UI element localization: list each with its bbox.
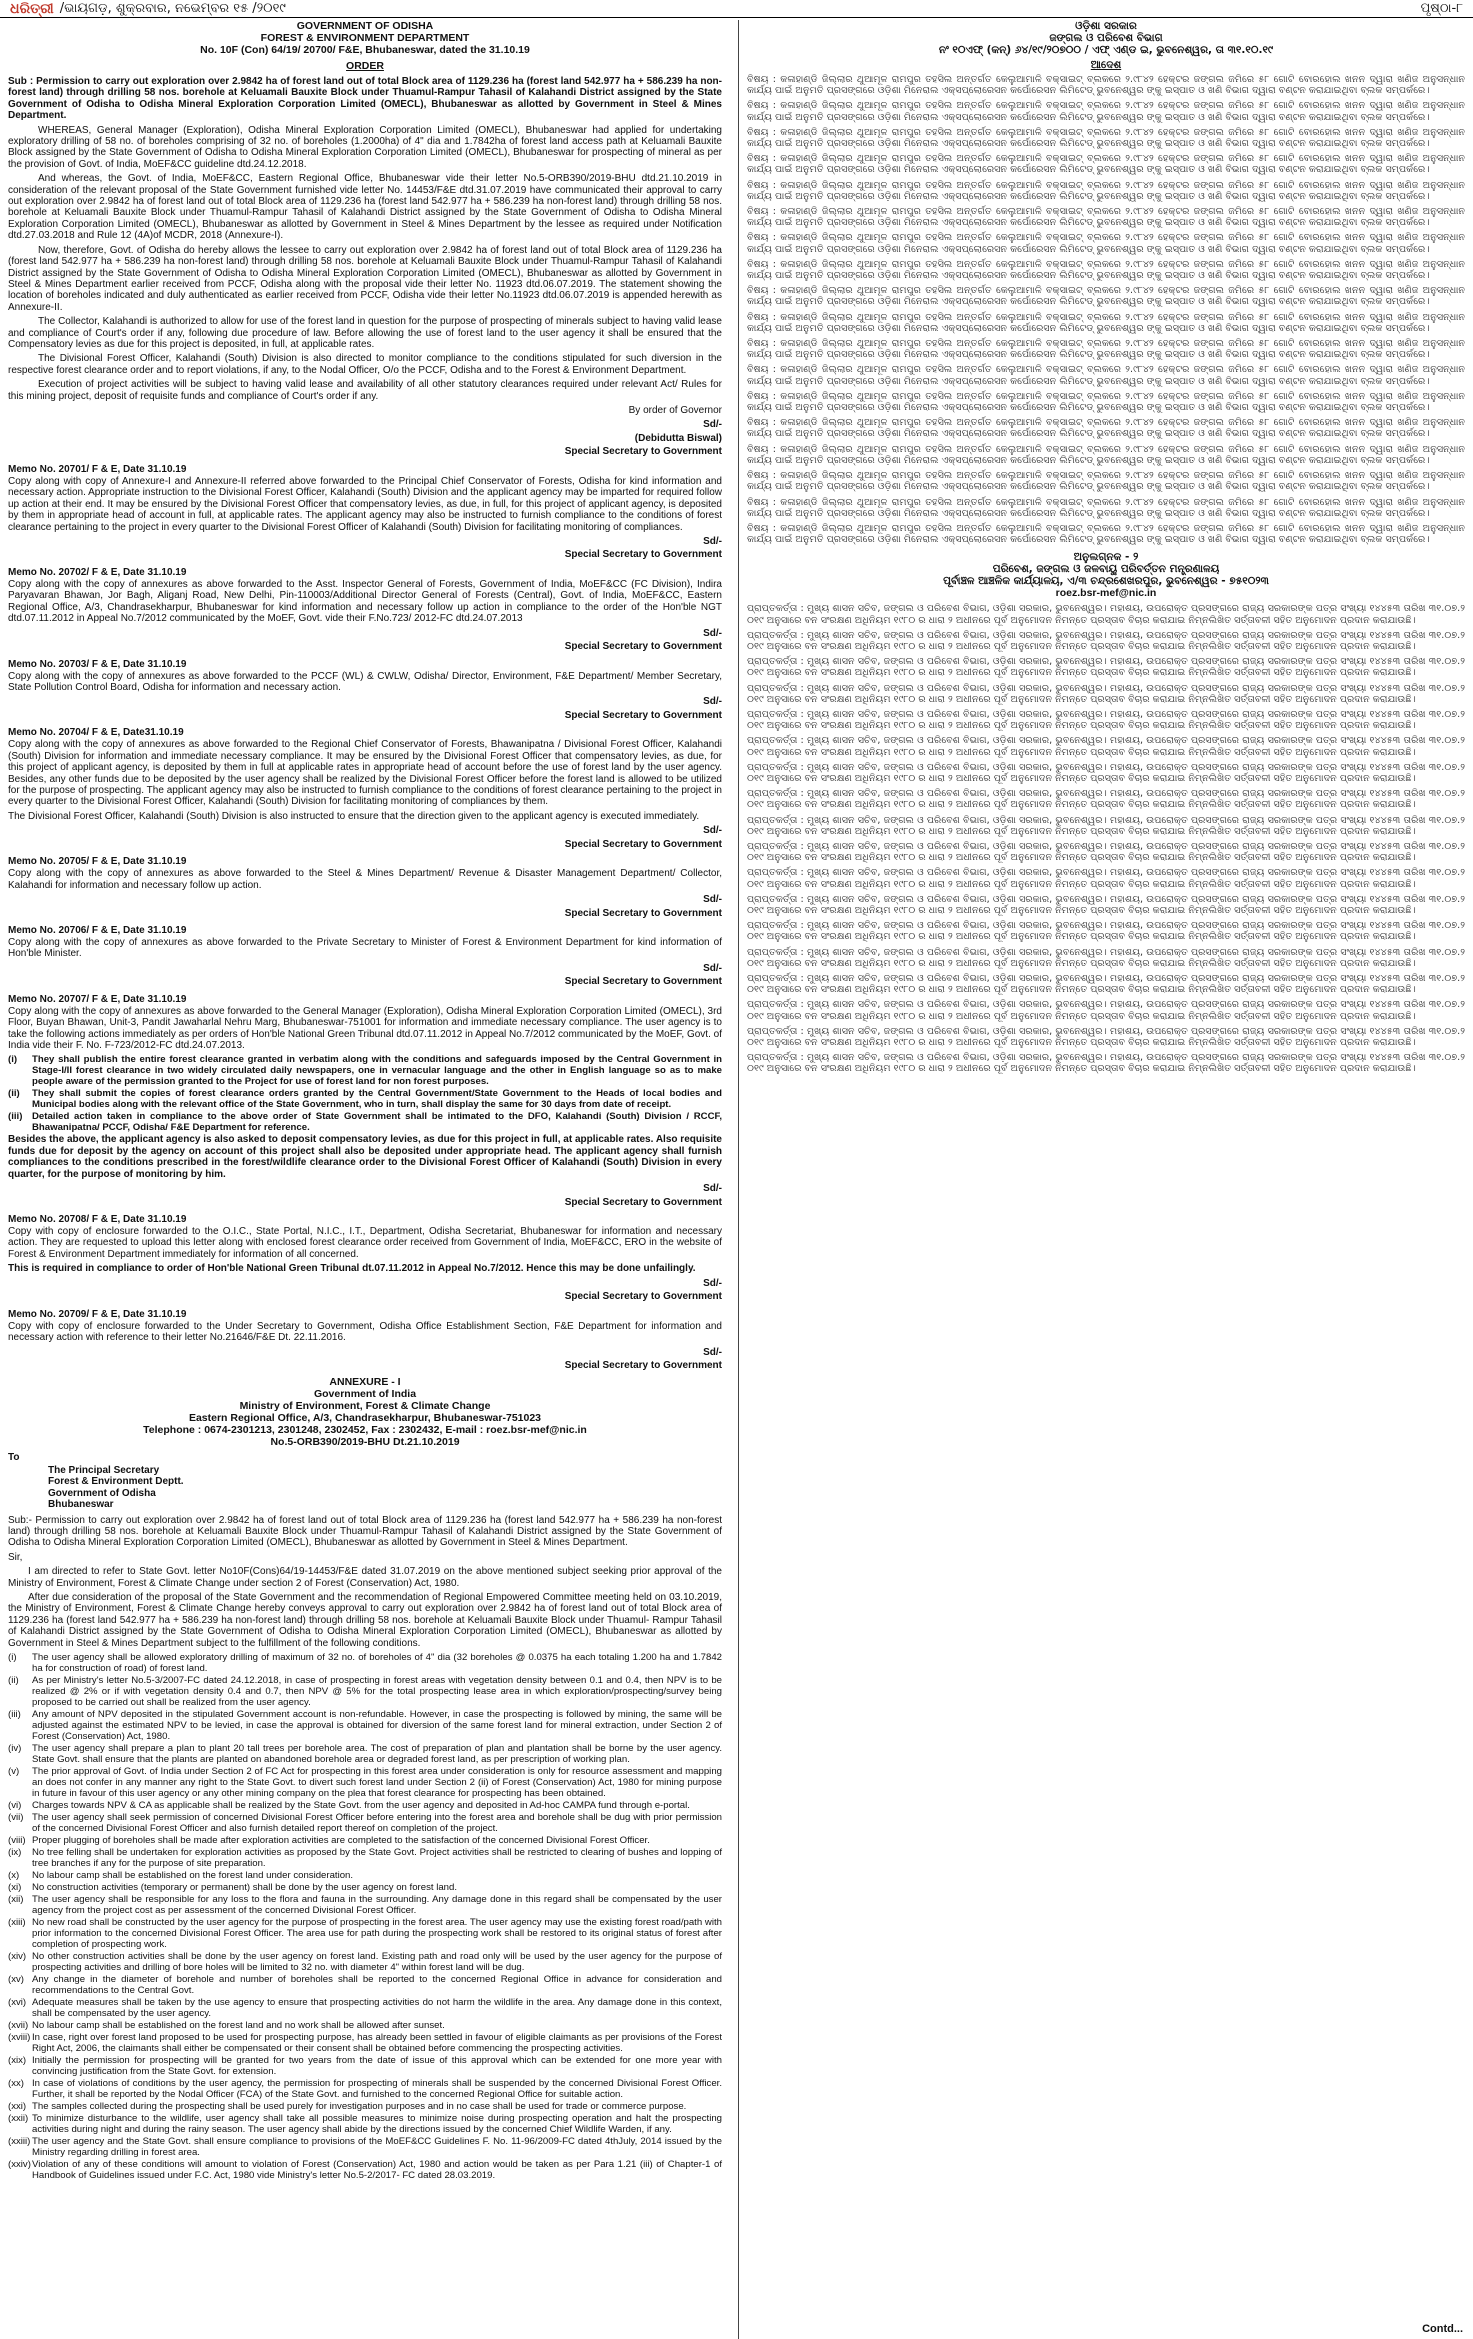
memo-5-sd: Sd/- bbox=[703, 894, 722, 905]
condition-text: No other construction activities shall be done by the user agency on forest land. Existing path and road only will be used by the user agency for the purpose of prospecting activities and drilling of bore holes will be limited to 32 no. with diameter 4" within forest land will be dug. bbox=[32, 1951, 722, 1973]
condition-item bbox=[8, 1917, 722, 1950]
memo-7-besides: Besides the above, the applicant agency is also asked to deposit compensatory levies, as due for this project in full, at applicable rates. Also requisite funds due for deposit by the agency on account of this project shall also be deposited under appropriate head. The applicant agency shall furnish compliances to the conditions prescribed in the forest/wildlife clearance order to the Divisional Forest Officer of Kalahandi (South) Division in every quarter, for the purpose of monitoring by him. bbox=[8, 1134, 722, 1180]
odia-order-ref: ନଂ ୧୦ଏଫ୍ (କନ୍) ୬୪/୧୯/୨୦୭୦୦ / ଏଫ୍ ଏଣ୍ଡ ଇ, ଭୁବନେଶ୍ୱର, ତା ୩୧.୧୦.୧୯ bbox=[938, 44, 1274, 56]
memo-4-heading: Memo No. 20704/ F & E, Date31.10.19 bbox=[8, 727, 184, 739]
odia-body-1-p15: ବିଷୟ : କଳାହାଣ୍ଡି ଜିଲ୍ଲାର ଥୁଆମୂଳ ରାମପୁର ତହସିଲ ଅନ୍ତର୍ଗତ କେଲୁଆମାଳି ବକ୍ସାଇଟ୍ ବ୍ଲକରେ ୨.୯୮୪୨ ହେକ୍ଟର ଜଙ୍ଗଲ ଜମିରେ ୫୮ ଗୋଟି ବୋରହୋଲ ଖନନ ଦ୍ୱାରା ଖଣିଜ ଅନୁସନ୍ଧାନ କାର୍ଯ୍ୟ ପାଇଁ ଅନୁମତି ପ୍ରସଙ୍ଗରେ ଓଡ଼ିଶା ମିନେରାଲ ଏକ୍ସପ୍ଲୋରେସନ କର୍ପୋରେସନ ଲିମିଟେଡ୍ ଭୁବନେଶ୍ୱର ଙ୍କୁ ଇସ୍ପାତ ଓ ଖଣି ବିଭାଗ ଦ୍ୱାରା ବଣ୍ଟନ କରାଯାଇଥିବା ବ୍ଲକ ସମ୍ପର୍କରେ। bbox=[747, 443, 1465, 466]
condition-text: No labour camp shall be established on the forest land under consideration. bbox=[32, 1870, 354, 1881]
odia-body-2-p5: ପ୍ରାପ୍ତକର୍ତ୍ତା : ମୁଖ୍ୟ ଶାସନ ସଚିବ, ଜଙ୍ଗଲ ଓ ପରିବେଶ ବିଭାଗ, ଓଡ଼ିଶା ସରକାର, ଭୁବନେଶ୍ୱର। ମହାଶୟ, ଉପରୋକ୍ତ ପ୍ରସଙ୍ଗରେ ରାଜ୍ୟ ସରକାରଙ୍କ ପତ୍ର ସଂଖ୍ୟା ୧୪୪୫୩ ତାରିଖ ୩୧.୦୭.୨୦୧୯ ଅନୁସାରେ ବନ ସଂରକ୍ଷଣ ଅଧିନିୟମ ୧୯୮୦ ର ଧାରା ୨ ଅଧୀନରେ ପୂର୍ବ ଅନୁମୋଦନ ନିମନ୍ତେ ପ୍ରସ୍ତାବ ବିଚାର କରାଯାଇ ନିମ୍ନଲିଖିତ ସର୍ତ୍ତାବଳୀ ସହିତ ଅନୁମୋଦନ ପ୍ରଦାନ କରାଯାଉଛି। bbox=[747, 708, 1465, 732]
condition-text: The prior approval of Govt. of India under Section 2 of FC Act for prospecting in this forest area under consideration is only for resource assessment and mapping an does not confer in any manner any right to the State Govt. to divert such forest land under Section 2 (ii) of Forest (Conservation) Act, 1980 for mining purpose in future in favour of this user agency or any other mining company on the plea that forest clearance for prospecting has been obtained. bbox=[32, 1766, 722, 1799]
condition-text: Any change in the diameter of borehole and number of boreholes shall be reported to the concerned Regional Office in advance for consideration and recommendations to the Central Govt. bbox=[32, 1974, 722, 1996]
memo-1-heading: Memo No. 20701/ F & E, Date 31.10.19 bbox=[8, 463, 187, 475]
memo-2-heading: Memo No. 20702/ F & E, Date 31.10.19 bbox=[8, 566, 187, 578]
condition-item bbox=[8, 1800, 722, 1811]
condition-item bbox=[8, 1847, 722, 1869]
condition-text: No labour camp shall be established on the forest land and no work shall be allowed after sunset. bbox=[32, 2020, 445, 2031]
memo-5-sig: Special Secretary to Government bbox=[564, 907, 722, 919]
condition-number: (vii) bbox=[8, 1812, 24, 1823]
memo-8-sig: Special Secretary to Government bbox=[564, 1291, 722, 1303]
odia-body-2-p8: ପ୍ରାପ୍ତକର୍ତ୍ତା : ମୁଖ୍ୟ ଶାସନ ସଚିବ, ଜଙ୍ଗଲ ଓ ପରିବେଶ ବିଭାଗ, ଓଡ଼ିଶା ସରକାର, ଭୁବନେଶ୍ୱର। ମହାଶୟ, ଉପରୋକ୍ତ ପ୍ରସଙ୍ଗରେ ରାଜ୍ୟ ସରକାରଙ୍କ ପତ୍ର ସଂଖ୍ୟା ୧୪୪୫୩ ତାରିଖ ୩୧.୦୭.୨୦୧୯ ଅନୁସାରେ ବନ ସଂରକ୍ଷଣ ଅଧିନିୟମ ୧୯୮୦ ର ଧାରା ୨ ଅଧୀନରେ ପୂର୍ବ ଅନୁମୋଦନ ନିମନ୍ତେ ପ୍ରସ୍ତାବ ବିଚାର କରାଯାଇ ନିମ୍ନଲିଖିତ ସର୍ତ୍ତାବଳୀ ସହିତ ଅନୁମୋଦନ ପ୍ରଦାନ କରାଯାଉଛି। bbox=[747, 788, 1465, 811]
order-para-3: Now, therefore, Govt. of Odisha do hereby allows the lessee to carry out exploration over 2.9842 ha of forest land out of total Block area of 1129.236 ha (forest land 542.977 ha + 586.239 ha non-forest land) through drilling 58 nos. borehole at Keluamali Bauxite Block under Thuamul-Rampur Tahasil of Kalahandi District assigned by the State Government of Odisha to Odisha Mineral Exploration Corporation Limited (OMECL), Bhubaneswar as allotted by Government in Steel & Mines Department earlier received from PCCF, Odisha along with the proposal vide their letter No. 11923 dtd.06.07.2019. The statement showing the location of boreholes indicated and duly authenticated as earlier received from PCCF, Odisha vide their letter No.11923 dtd.06.07.2019 is appended herewith as Annexure-II. bbox=[8, 244, 722, 313]
odia-body-1-p6: ବିଷୟ : କଳାହାଣ୍ଡି ଜିଲ୍ଲାର ଥୁଆମୂଳ ରାମପୁର ତହସିଲ ଅନ୍ତର୍ଗତ କେଲୁଆମାଳି ବକ୍ସାଇଟ୍ ବ୍ଲକରେ ୨.୯୮୪୨ ହେକ୍ଟର ଜଙ୍ଗଲ ଜମିରେ ୫୮ ଗୋଟି ବୋରହୋଲ ଖନନ ଦ୍ୱାରା ଖଣିଜ ଅନୁସନ୍ଧାନ କାର୍ଯ୍ୟ ପାଇଁ ଅନୁମତି ପ୍ରସଙ୍ଗରେ ଓଡ଼ିଶା ମିନେରାଲ ଏକ୍ସପ୍ଲୋରେସନ କର୍ପୋରେସନ ଲିମିଟେଡ୍ ଭୁବନେଶ୍ୱର ଙ୍କୁ ଇସ୍ପାତ ଓ ଖଣି ବିଭାଗ ଦ୍ୱାରା ବଣ୍ଟନ କରାଯାଇଥିବା ବ୍ଲକ ସମ୍ପର୍କରେ। bbox=[747, 206, 1465, 229]
odia-column bbox=[738, 20, 1465, 2339]
address-line-3: Government of Odisha bbox=[48, 1487, 156, 1499]
memo-9-sd: Sd/- bbox=[703, 1346, 722, 1358]
signature-sd: Sd/- bbox=[703, 419, 722, 431]
odia-body-2-p1: ପ୍ରାପ୍ତକର୍ତ୍ତା : ମୁଖ୍ୟ ଶାସନ ସଚିବ, ଜଙ୍ଗଲ ଓ ପରିବେଶ ବିଭାଗ, ଓଡ଼ିଶା ସରକାର, ଭୁବନେଶ୍ୱର। ମହାଶୟ, ଉପରୋକ୍ତ ପ୍ରସଙ୍ଗରେ ରାଜ୍ୟ ସରକାରଙ୍କ ପତ୍ର ସଂଖ୍ୟା ୧୪୪୫୩ ତାରିଖ ୩୧.୦୭.୨୦୧୯ ଅନୁସାରେ ବନ ସଂରକ୍ଷଣ ଅଧିନିୟମ ୧୯୮୦ ର ଧାରା ୨ ଅଧୀନରେ ପୂର୍ବ ଅନୁମୋଦନ ନିମନ୍ତେ ପ୍ରସ୍ତାବ ବିଚାର କରାଯାଇ ନିମ୍ନଲିଖିତ ସର୍ତ୍ତାବଳୀ ସହିତ ଅନୁମୋଦନ ପ୍ରଦାନ କରାଯାଉଛି। bbox=[747, 603, 1465, 626]
address-line-4: Bhubaneswar bbox=[48, 1499, 114, 1511]
condition-number: (xv) bbox=[8, 1974, 24, 1985]
memo-7-item-ii-text: They shall submit the copies of forest clearance orders granted by the Central Government/State Government to the Heads of local bodies and Municipal bodies along with the relevant office of the State Government, who in turn, shall display the same for 30 days from date of receipt. bbox=[32, 1088, 722, 1111]
odia-body-1-p7: ବିଷୟ : କଳାହାଣ୍ଡି ଜିଲ୍ଲାର ଥୁଆମୂଳ ରାମପୁର ତହସିଲ ଅନ୍ତର୍ଗତ କେଲୁଆମାଳି ବକ୍ସାଇଟ୍ ବ୍ଲକରେ ୨.୯୮୪୨ ହେକ୍ଟର ଜଙ୍ଗଲ ଜମିରେ ୫୮ ଗୋଟି ବୋରହୋଲ ଖନନ ଦ୍ୱାରା ଖଣିଜ ଅନୁସନ୍ଧାନ କାର୍ଯ୍ୟ ପାଇଁ ଅନୁମତି ପ୍ରସଙ୍ଗରେ ଓଡ଼ିଶା ମିନେରାଲ ଏକ୍ସପ୍ଲୋରେସନ କର୍ପୋରେସନ ଲିମିଟେଡ୍ ଭୁବନେଶ୍ୱର ଙ୍କୁ ଇସ୍ପାତ ଓ ଖଣି ବିଭାଗ ଦ୍ୱାରା ବଣ୍ଟନ କରାଯାଇଥିବା ବ୍ଲକ ସମ୍ପର୍କରେ। bbox=[747, 232, 1465, 255]
odia-body-2-p7: ପ୍ରାପ୍ତକର୍ତ୍ତା : ମୁଖ୍ୟ ଶାସନ ସଚିବ, ଜଙ୍ଗଲ ଓ ପରିବେଶ ବିଭାଗ, ଓଡ଼ିଶା ସରକାର, ଭୁବନେଶ୍ୱର। ମହାଶୟ, ଉପରୋକ୍ତ ପ୍ରସଙ୍ଗରେ ରାଜ୍ୟ ସରକାରଙ୍କ ପତ୍ର ସଂଖ୍ୟା ୧୪୪୫୩ ତାରିଖ ୩୧.୦୭.୨୦୧୯ ଅନୁସାରେ ବନ ସଂରକ୍ଷଣ ଅଧିନିୟମ ୧୯୮୦ ର ଧାରା ୨ ଅଧୀନରେ ପୂର୍ବ ଅନୁମୋଦନ ନିମନ୍ତେ ପ୍ରସ୍ତାବ ବିଚାର କରାଯାଇ ନିମ୍ନଲିଖିତ ସର୍ତ୍ତାବଳୀ ସହିତ ଅନୁମୋଦନ ପ୍ରଦାନ କରାଯାଉଛି। bbox=[747, 761, 1465, 784]
odia-body-1-p10: ବିଷୟ : କଳାହାଣ୍ଡି ଜିଲ୍ଲାର ଥୁଆମୂଳ ରାମପୁର ତହସିଲ ଅନ୍ତର୍ଗତ କେଲୁଆମାଳି ବକ୍ସାଇଟ୍ ବ୍ଲକରେ ୨.୯୮୪୨ ହେକ୍ଟର ଜଙ୍ଗଲ ଜମିରେ ୫୮ ଗୋଟି ବୋରହୋଲ ଖନନ ଦ୍ୱାରା ଖଣିଜ ଅନୁସନ୍ଧାନ କାର୍ଯ୍ୟ ପାଇଁ ଅନୁମତି ପ୍ରସଙ୍ଗରେ ଓଡ଼ିଶା ମିନେରାଲ ଏକ୍ସପ୍ଲୋରେସନ କର୍ପୋରେସନ ଲିମିଟେଡ୍ ଭୁବନେଶ୍ୱର ଙ୍କୁ ଇସ୍ପାତ ଓ ଖଣି ବିଭାଗ ଦ୍ୱାରା ବଣ୍ଟନ କରାଯାଇଥିବା ବ୍ଲକ ସମ୍ପର୍କରେ। bbox=[747, 311, 1465, 334]
memo-7-sig: Special Secretary to Government bbox=[564, 1196, 722, 1208]
odia-body-2-p13: ପ୍ରାପ୍ତକର୍ତ୍ତା : ମୁଖ୍ୟ ଶାସନ ସଚିବ, ଜଙ୍ଗଲ ଓ ପରିବେଶ ବିଭାଗ, ଓଡ଼ିଶା ସରକାର, ଭୁବନେଶ୍ୱର। ମହାଶୟ, ଉପରୋକ୍ତ ପ୍ରସଙ୍ଗରେ ରାଜ୍ୟ ସରକାରଙ୍କ ପତ୍ର ସଂଖ୍ୟା ୧୪୪୫୩ ତାରିଖ ୩୧.୦୭.୨୦୧୯ ଅନୁସାରେ ବନ ସଂରକ୍ଷଣ ଅଧିନିୟମ ୧୯୮୦ ର ଧାରା ୨ ଅଧୀନରେ ପୂର୍ବ ଅନୁମୋଦନ ନିମନ୍ତେ ପ୍ରସ୍ତାବ ବିଚାର କରାଯାଇ ନିମ୍ନଲିଖିତ ସର୍ତ୍ତାବଳୀ ସହିତ ଅନୁମୋଦନ ପ୍ରଦାନ କରାଯାଉଛି। bbox=[747, 920, 1465, 943]
newspaper-logo: ଧରିତ୍ରୀ bbox=[10, 0, 54, 17]
odia-body-2-p4: ପ୍ରାପ୍ତକର୍ତ୍ତା : ମୁଖ୍ୟ ଶାସନ ସଚିବ, ଜଙ୍ଗଲ ଓ ପରିବେଶ ବିଭାଗ, ଓଡ଼ିଶା ସରକାର, ଭୁବନେଶ୍ୱର। ମହାଶୟ, ଉପରୋକ୍ତ ପ୍ରସଙ୍ଗରେ ରାଜ୍ୟ ସରକାରଙ୍କ ପତ୍ର ସଂଖ୍ୟା ୧୪୪୫୩ ତାରିଖ ୩୧.୦୭.୨୦୧୯ ଅନୁସାରେ ବନ ସଂରକ୍ଷଣ ଅଧିନିୟମ ୧୯୮୦ ର ଧାରା ୨ ଅଧୀନରେ ପୂର୍ବ ଅନୁମୋଦନ ନିମନ୍ତେ ପ୍ରସ୍ତାବ ବିଚାର କରାଯାଇ ନିମ୍ନଲିଖିତ ସର୍ତ୍ତାବଳୀ ସହିତ ଅନୁମୋଦନ ପ୍ରଦାନ କରାଯାଉଛି। bbox=[747, 682, 1465, 705]
salutation: Sir, bbox=[8, 1551, 23, 1563]
memo-6-heading: Memo No. 20706/ F & E, Date 31.10.19 bbox=[8, 925, 187, 936]
memo-6-text: Copy along with the copy of annexures as above forwarded to the Private Secretary to Minister of Forest & Environment Department for kind information of Hon'ble Minister. bbox=[8, 937, 722, 960]
order-para-4: The Collector, Kalahandi is authorized to allow for use of the forest land in question for the purpose of prospecting of minerals subject to having valid lease and compliance of Court's order if any, following due procedure of law. Before allowing the use of forest land to the user agency it shall be ensured that the Compensatory levies as due for this project is deposited, in full, at applicable rates. bbox=[8, 316, 722, 350]
odia-body-2-p12: ପ୍ରାପ୍ତକର୍ତ୍ତା : ମୁଖ୍ୟ ଶାସନ ସଚିବ, ଜଙ୍ଗଲ ଓ ପରିବେଶ ବିଭାଗ, ଓଡ଼ିଶା ସରକାର, ଭୁବନେଶ୍ୱର। ମହାଶୟ, ଉପରୋକ୍ତ ପ୍ରସଙ୍ଗରେ ରାଜ୍ୟ ସରକାରଙ୍କ ପତ୍ର ସଂଖ୍ୟା ୧୪୪୫୩ ତାରିଖ ୩୧.୦୭.୨୦୧୯ ଅନୁସାରେ ବନ ସଂରକ୍ଷଣ ଅଧିନିୟମ ୧୯୮୦ ର ଧାରା ୨ ଅଧୀନରେ ପୂର୍ବ ଅନୁମୋଦନ ନିମନ୍ତେ ପ୍ରସ୍ତାବ ବିଚାର କରାଯାଇ ନିମ୍ନଲିଖିତ ସର୍ତ୍ତାବଳୀ ସହିତ ଅନୁମୋଦନ ପ୍ରଦାନ କରାଯାଉଛି। bbox=[747, 893, 1465, 916]
memo-7-item-i: (i) They shall publish the entire forest clearance granted in verbatim along with the conditions and safeguards imposed by the Central Government in Stage-I/II forest clearance in two widely circulated daily newspapers, one in vernacular language and the other in English language so as to make people aware of the permission granted to the Project for use of forest land for non forest purposes. bbox=[8, 1054, 722, 1088]
masthead bbox=[0, 0, 1473, 18]
memo-3-heading: Memo No. 20703/ F & E, Date 31.10.19 bbox=[8, 658, 187, 670]
odia-annexure-body bbox=[747, 603, 1465, 1074]
condition-text: The user agency shall seek permission of concerned Divisional Forest Officer before entering into the forest area and borehole shall be dug with prior permission of the concerned Divisional Forest Officer and also furnish detailed report thereof on completion of the project. bbox=[32, 1812, 722, 1834]
masthead-left bbox=[10, 1, 286, 17]
memo-5-text: Copy along with the copy of annexures as above forwarded to the Steel & Mines Department/ Revenue & Disaster Management Department/ Collector, Kalahandi for information and necessary follow up action. bbox=[8, 868, 722, 891]
memo-2-sig: Special Secretary to Government bbox=[564, 641, 722, 653]
odia-body-2-p11: ପ୍ରାପ୍ତକର୍ତ୍ତା : ମୁଖ୍ୟ ଶାସନ ସଚିବ, ଜଙ୍ଗଲ ଓ ପରିବେଶ ବିଭାଗ, ଓଡ଼ିଶା ସରକାର, ଭୁବନେଶ୍ୱର। ମହାଶୟ, ଉପରୋକ୍ତ ପ୍ରସଙ୍ଗରେ ରାଜ୍ୟ ସରକାରଙ୍କ ପତ୍ର ସଂଖ୍ୟା ୧୪୪୫୩ ତାରିଖ ୩୧.୦୭.୨୦୧୯ ଅନୁସାରେ ବନ ସଂରକ୍ଷଣ ଅଧିନିୟମ ୧୯୮୦ ର ଧାରା ୨ ଅଧୀନରେ ପୂର୍ବ ଅନୁମୋଦନ ନିମନ୍ତେ ପ୍ରସ୍ତାବ ବିଚାର କରାଯାଇ ନିମ୍ନଲିଖିତ ସର୍ତ୍ତାବଳୀ ସହିତ ଅନୁମୋଦନ ପ୍ରଦାନ କରାଯାଉଛି। bbox=[747, 867, 1465, 890]
condition-number: (xxi) bbox=[8, 2101, 27, 2112]
order-title: ORDER bbox=[346, 60, 384, 72]
condition-text: Violation of any of these conditions will amount to violation of Forest (Conservation) Act, 1980 and action would be taken as per Para 1.21 (iii) of Chapter-1 of Handbook of Guidelines issued under F.C. Act, 1980 vide Ministry's letter No.5-2/2017- FC dated 28.03.2019. bbox=[32, 2159, 722, 2181]
annexure-number: No.5-ORB390/2019-BHU Dt.21.10.2019 bbox=[270, 1435, 460, 1448]
condition-number: (xvii) bbox=[8, 2020, 29, 2031]
by-order: By order of Governor bbox=[628, 404, 722, 416]
memo-8-sd: Sd/- bbox=[703, 1277, 722, 1289]
odia-body-2-p10: ପ୍ରାପ୍ତକର୍ତ୍ତା : ମୁଖ୍ୟ ଶାସନ ସଚିବ, ଜଙ୍ଗଲ ଓ ପରିବେଶ ବିଭାଗ, ଓଡ଼ିଶା ସରକାର, ଭୁବନେଶ୍ୱର। ମହାଶୟ, ଉପରୋକ୍ତ ପ୍ରସଙ୍ଗରେ ରାଜ୍ୟ ସରକାରଙ୍କ ପତ୍ର ସଂଖ୍ୟା ୧୪୪୫୩ ତାରିଖ ୩୧.୦୭.୨୦୧୯ ଅନୁସାରେ ବନ ସଂରକ୍ଷଣ ଅଧିନିୟମ ୧୯୮୦ ର ଧାରା ୨ ଅଧୀନରେ ପୂର୍ବ ଅନୁମୋଦନ ନିମନ୍ତେ ପ୍ରସ୍ତାବ ବିଚାର କରାଯାଇ ନିମ୍ନଲିଖିତ ସର୍ତ୍ତାବଳୀ ସହିତ ଅନୁମୋଦନ ପ୍ରଦାନ କରାଯାଉଛି। bbox=[747, 840, 1465, 864]
condition-item bbox=[8, 1766, 722, 1799]
memo-7-text: Copy along with the copy of annexures as above forwarded to the General Manager (Exploration), Odisha Mineral Exploration Corporation Limited (OMECL), 3rd Floor, Buyan Bhawan, Unit-3, Pandit Jawaharlal Nehru Marg, Bhubaneswar-751001 for information and immediate necessary compliance. The user agency is to take the following actions immediately as per orders of Hon'ble National Green Tribunal dtd.07.11.2012 in Appeal No.7/2012 communicated by the MoEF, Govt. of India vide their F. No. F-723/2012-FC dtd.24.07.2013. bbox=[8, 1005, 722, 1052]
letter-para-2: After due consideration of the proposal of the State Government and the recommendation of Regional Empowered Committee meeting held on 03.10.2019, the Ministry of Environment, Forest & Climate Change hereby conveys approval to carry out exploration over 2.9842 ha of forest land out of total Block area of 1129.236 ha (forest land 542.977 ha + 586.239 ha non-forest land) through drilling 58 nos. borehole at Keluamali Bauxite Block under Thuamul- Rampur Tahasil of Kalahandi District assigned by the State Government of Odisha to Odisha Mineral Exploration Corporation Limited (OMECL), Bhubaneswar as allotted by Government in Steel & Mines Department subject to the fulfillment of the following conditions. bbox=[8, 1591, 722, 1649]
memo-2-text: Copy along with the copy of annexures as above forwarded to the Asst. Inspector General of Forests, Government of India, MoEF&CC (FC Division), Indira Paryavaran Bhawan, Jor Bagh, Aliganj Road, New Delhi, Pin-110003/Additional Director General of Forests (Central), Govt. of India, MoEF&CC, Eastern Regional Office, A/3, Chandrasekharpur, Bhubaneswar for kind information and necessary follow up action in compliance to the order of the Hon'ble NGT dtd.07.11.2012 in Appeal No.7/2012 communicated by the MoEF, Govt. vide their F.No.723/ 2012-FC dtd.24.07.2013 bbox=[8, 578, 722, 625]
condition-number: (iii) bbox=[8, 1709, 21, 1720]
continued-label: Contd... bbox=[1422, 2323, 1463, 2335]
memo-9-heading: Memo No. 20709/ F & E, Date 31.10.19 bbox=[8, 1308, 187, 1320]
condition-number: (vi) bbox=[8, 1800, 22, 1811]
memo-7-heading: Memo No. 20707/ F & E, Date 31.10.19 bbox=[8, 993, 187, 1005]
order-para-2: And whereas, the Govt. of India, MoEF&CC, Eastern Regional Office, Bhubaneswar vide their letter No.5-ORB390/2019-BHU dtd.21.10.2019 in consideration of the relevant proposal of the State Government furnished vide letter No. 14453/F&E dtd.31.07.2019 have communicated their approval to carry out exploration over 2.9842 ha of forest land out of total Block area of 1129.236 ha (forest land 542.977 ha + 586.239 ha non-forest land) through drilling 58 nos. borehole at Keluamali Bauxite Block under Thuamul-Rampur Tahasil of Kalahandi District assigned by the State Government of Odisha to Odisha Mineral Exploration Corporation Limited (OMECL), Bhubaneswar as allotted by Government in Steel & Mines Department by the lessee as required under Notification dtd.27.03.2018 and Rule 12 (4A)of MCDR, 2018 (Annexure-I). bbox=[8, 173, 722, 242]
order-subject: Sub : Permission to carry out exploration over 2.9842 ha of forest land out of total Block area of 1129.236 ha (forest land 542.977 ha + 586.239 ha non-forest land) through drilling 58 nos. borehole at Keluamali Bauxite Block under Thuamul-Rampur Tahasil of Kalahandi District assigned by the State Government of Odisha to Odisha Mineral Exploration Corporation Limited (OMECL), Bhubaneswar as allotted by Government in Steel & Mines Department. bbox=[8, 76, 722, 122]
odia-body-2-p9: ପ୍ରାପ୍ତକର୍ତ୍ତା : ମୁଖ୍ୟ ଶାସନ ସଚିବ, ଜଙ୍ଗଲ ଓ ପରିବେଶ ବିଭାଗ, ଓଡ଼ିଶା ସରକାର, ଭୁବନେଶ୍ୱର। ମହାଶୟ, ଉପରୋକ୍ତ ପ୍ରସଙ୍ଗରେ ରାଜ୍ୟ ସରକାରଙ୍କ ପତ୍ର ସଂଖ୍ୟା ୧୪୪୫୩ ତାରିଖ ୩୧.୦୭.୨୦୧୯ ଅନୁସାରେ ବନ ସଂରକ୍ଷଣ ଅଧିନିୟମ ୧୯୮୦ ର ଧାରା ୨ ଅଧୀନରେ ପୂର୍ବ ଅନୁମୋଦନ ନିମନ୍ତେ ପ୍ରସ୍ତାବ ବିଚାର କରାଯାଇ ନିମ୍ନଲିଖିତ ସର୍ତ୍ତାବଳୀ ସହିତ ଅନୁମୋଦନ ପ୍ରଦାନ କରାଯାଉଛି। bbox=[747, 814, 1465, 837]
dept-heading: FOREST & ENVIRONMENT DEPARTMENT bbox=[260, 32, 470, 44]
condition-text: In case of violations of conditions by the user agency, the permission for prospecting of minerals shall be suspended by the concerned Divisional Forest Officer. Further, it shall be reported by the Nodal Officer (FCA) of the State Govt. and furnished to the concerned Regional Office for suitable action. bbox=[32, 2078, 722, 2100]
condition-item bbox=[8, 1870, 722, 1881]
signatory-name: (Debidutta Biswal) bbox=[634, 432, 722, 444]
odia-body-1-p4: ବିଷୟ : କଳାହାଣ୍ଡି ଜିଲ୍ଲାର ଥୁଆମୂଳ ରାମପୁର ତହସିଲ ଅନ୍ତର୍ଗତ କେଲୁଆମାଳି ବକ୍ସାଇଟ୍ ବ୍ଲକରେ ୨.୯୮୪୨ ହେକ୍ଟର ଜଙ୍ଗଲ ଜମିରେ ୫୮ ଗୋଟି ବୋରହୋଲ ଖନନ ଦ୍ୱାରା ଖଣିଜ ଅନୁସନ୍ଧାନ କାର୍ଯ୍ୟ ପାଇଁ ଅନୁମତି ପ୍ରସଙ୍ଗରେ ଓଡ଼ିଶା ମିନେରାଲ ଏକ୍ସପ୍ଲୋରେସନ କର୍ପୋରେସନ ଲିମିଟେଡ୍ ଭୁବନେଶ୍ୱର ଙ୍କୁ ଇସ୍ପାତ ଓ ଖଣି ବିଭାଗ ଦ୍ୱାରା ବଣ୍ଟନ କରାଯାଇଥିବା ବ୍ଲକ ସମ୍ପର୍କରେ। bbox=[747, 153, 1465, 176]
condition-number: (viii) bbox=[8, 1835, 26, 1846]
condition-item bbox=[8, 2101, 722, 2112]
condition-number: (v) bbox=[8, 1766, 20, 1777]
condition-number: (xviii) bbox=[8, 2032, 31, 2043]
memo-7-item-ii: (ii) They shall submit the copies of forest clearance orders granted by the Central Government/State Government to the Heads of local bodies and Municipal bodies along with the relevant office of the State Government, who in turn, shall display the same for 30 days from date of receipt. bbox=[8, 1088, 722, 1111]
condition-item bbox=[8, 2113, 722, 2135]
memo-4-text: Copy along with the copy of annexures as above forwarded to the Regional Chief Conservator of Forests, Bhawanipatna / Divisional Forest Officer, Kalahandi (South) Division for information and immediate necessary compliance. It may be ensured by the Divisional Forest Officer that compensatory levies, as due, for this project of applicant agency, is deposited by them in full at applicable rates in appropriate head of account before the use of forest land by the user agency. Besides, any other funds due to be deposited by the user agency shall be realized by the Divisional Forest Officer before the forest land is allowed to be utilized for the purpose of prospecting. The applicant agency may also be instructed to furnish compliance to the conditions of forest clearance pertaining to the project in every quarter to the Divisional Forest Officer, Kalahandi (South) Division for facilitating monitoring of compliances by them. bbox=[8, 739, 722, 808]
condition-text: The user agency and the State Govt. shall ensure compliance to provisions of the MoEF&CC Guidelines F. No. 11-96/2009-FC dated 4thJuly, 2014 issued by the Ministry regarding drilling in forest area. bbox=[32, 2136, 722, 2158]
condition-text: Charges towards NPV & CA as applicable shall be realized by the State Govt. from the user agency and deposited in Ad-hoc CAMPA fund through e-portal. bbox=[32, 1800, 690, 1811]
odia-gov-heading: ଓଡ଼ିଶା ସରକାର bbox=[1075, 20, 1137, 32]
condition-text: No new road shall be constructed by the user agency for the purpose of prospecting in the forest area. The user agency may use the existing forest road/path with prior information to the concerned Divisional Forest Officer. The area use for path during the prospecting work shall be restored to its original status of forest after completion of prospecting work. bbox=[32, 1917, 722, 1950]
condition-item bbox=[8, 1652, 722, 1674]
memo-1-sd: Sd/- bbox=[703, 535, 722, 547]
odia-order-title: ଆଦେଶ bbox=[1090, 59, 1122, 71]
condition-item bbox=[8, 1835, 722, 1846]
condition-item bbox=[8, 2159, 722, 2181]
memo-3-text: Copy along with the copy of annexures as above forwarded to the PCCF (WL) & CWLW, Odisha/ Director, Environment, F&E Department/ Member Secretary, State Pollution Control Board, Odisha for information and necessary action. bbox=[8, 670, 722, 693]
condition-number: (xi) bbox=[8, 1882, 22, 1893]
letter-para-1: I am directed to refer to State Govt. letter No10F(Cons)64/19-14453/F&E dated 31.07.2019 on the above mentioned subject seeking prior approval of the Ministry of Environment, Forest & Climate Change under section 2 of Forest (Conservation) Act, 1980. bbox=[8, 1566, 722, 1589]
odia-dept-heading: ଜଙ୍ଗଲ ଓ ପରିବେଶ ବିଭାଗ bbox=[1049, 32, 1163, 44]
memo-4-text-2: The Divisional Forest Officer, Kalahandi (South) Division is also instructed to ensure that the direction given to the applicant agency is executed immediately. bbox=[8, 810, 700, 822]
memo-2-sd: Sd/- bbox=[703, 627, 722, 639]
annexure-office: Eastern Regional Office, A/3, Chandrasekharpur, Bhubaneswar-751023 bbox=[188, 1411, 542, 1424]
order-para-1: WHEREAS, General Manager (Exploration), Odisha Mineral Exploration Corporation Limited (OMECL), Bhubaneswar had applied for undertaking exploratory drilling of 58 no. of boreholes comprising of 32 no. of boreholes (1.2000ha) of 4" dia and 1.7842ha of forest land access path at Keluamali Bauxite Block assigned by the State Government of Odisha to Odisha Mineral Exploration Corporation Limited (OMECL), Bhubaneswar for prospecting of mineral as per the provision of Govt. of India, MoEF&CC guideline dtd.24.12.2018. bbox=[8, 124, 722, 170]
odia-annexure-email: roez.bsr-mef@nic.in bbox=[1055, 587, 1157, 600]
condition-item bbox=[8, 2055, 722, 2077]
address-line-1: The Principal Secretary bbox=[48, 1464, 160, 1476]
condition-number: (xxiv) bbox=[8, 2159, 31, 2170]
memo-5-heading: Memo No. 20705/ F & E, Date 31.10.19 bbox=[8, 856, 187, 868]
condition-text: To minimize disturbance to the wildlife, user agency shall take all possible measures to minimize noise during prospecting operation and halt the prospecting activities during night and during the rainy season. The user agency shall abide by the directions issued by the concerned Chief Wildlife Warden, if any. bbox=[32, 2113, 722, 2135]
condition-item bbox=[8, 1997, 722, 2019]
odia-body-1-p14: ବିଷୟ : କଳାହାଣ୍ଡି ଜିଲ୍ଲାର ଥୁଆମୂଳ ରାମପୁର ତହସିଲ ଅନ୍ତର୍ଗତ କେଲୁଆମାଳି ବକ୍ସାଇଟ୍ ବ୍ଲକରେ ୨.୯୮୪୨ ହେକ୍ଟର ଜଙ୍ଗଲ ଜମିରେ ୫୮ ଗୋଟି ବୋରହୋଲ ଖନନ ଦ୍ୱାରା ଖଣିଜ ଅନୁସନ୍ଧାନ କାର୍ଯ୍ୟ ପାଇଁ ଅନୁମତି ପ୍ରସଙ୍ଗରେ ଓଡ଼ିଶା ମିନେରାଲ ଏକ୍ସପ୍ଲୋରେସନ କର୍ପୋରେସନ ଲିମିଟେଡ୍ ଭୁବନେଶ୍ୱର ଙ୍କୁ ଇସ୍ପାତ ଓ ଖଣି ବିଭାଗ ଦ୍ୱାରା ବଣ୍ଟନ କରାଯାଇଥିବା ବ୍ଲକ ସମ୍ପର୍କରେ। bbox=[747, 417, 1465, 440]
gov-heading: GOVERNMENT OF ODISHA bbox=[296, 20, 434, 32]
annexure-subject: Sub:- Permission to carry out exploration over 2.9842 ha of forest land out of total Block area of 1129.236 ha (forest land 542.977 ha + 586.239 ha non-forest land) through drilling 58 nos. borehole at Keluamali Bauxite Block under Thuamul-Rampur Tahasil of Kalahandi District assigned by the State Government of Odisha to Odisha Mineral Exploration Corporation Limited (OMECL), Bhubaneswar as allotted by Government in Steel & Mines Department. bbox=[8, 1514, 722, 1549]
condition-number: (ix) bbox=[8, 1847, 22, 1858]
condition-text: In case, right over forest land proposed to be used for prospecting purpose, has already been settled in favour of eligible claimants as per provisions of the Forest Right Act, 2006, the claimants shall either be compensated or their consent shall be obtained before commencing the prospecting activities. bbox=[32, 2032, 722, 2054]
condition-item bbox=[8, 1894, 722, 1916]
conditions-list bbox=[8, 1652, 722, 2181]
condition-item bbox=[8, 2032, 722, 2054]
memo-4-sig: Special Secretary to Government bbox=[564, 838, 722, 850]
odia-annexure-ministry: ପରିବେଶ, ଜଙ୍ଗଲ ଓ ଜଳବାୟୁ ପରିବର୍ତ୍ତନ ମନ୍ତ୍ରଣାଳୟ bbox=[992, 563, 1220, 576]
condition-number: (xvi) bbox=[8, 1997, 27, 2008]
odia-body-1-p17: ବିଷୟ : କଳାହାଣ୍ଡି ଜିଲ୍ଲାର ଥୁଆମୂଳ ରାମପୁର ତହସିଲ ଅନ୍ତର୍ଗତ କେଲୁଆମାଳି ବକ୍ସାଇଟ୍ ବ୍ଲକରେ ୨.୯୮୪୨ ହେକ୍ଟର ଜଙ୍ଗଲ ଜମିରେ ୫୮ ଗୋଟି ବୋରହୋଲ ଖନନ ଦ୍ୱାରା ଖଣିଜ ଅନୁସନ୍ଧାନ କାର୍ଯ୍ୟ ପାଇଁ ଅନୁମତି ପ୍ରସଙ୍ଗରେ ଓଡ଼ିଶା ମିନେରାଲ ଏକ୍ସପ୍ଲୋରେସନ କର୍ପୋରେସନ ଲିମିଟେଡ୍ ଭୁବନେଶ୍ୱର ଙ୍କୁ ଇସ୍ପାତ ଓ ଖଣି ବିଭାଗ ଦ୍ୱାରା ବଣ୍ଟନ କରାଯାଇଥିବା ବ୍ଲକ ସମ୍ପର୍କରେ। bbox=[747, 496, 1465, 519]
odia-body-2-p15: ପ୍ରାପ୍ତକର୍ତ୍ତା : ମୁଖ୍ୟ ଶାସନ ସଚିବ, ଜଙ୍ଗଲ ଓ ପରିବେଶ ବିଭାଗ, ଓଡ଼ିଶା ସରକାର, ଭୁବନେଶ୍ୱର। ମହାଶୟ, ଉପରୋକ୍ତ ପ୍ରସଙ୍ଗରେ ରାଜ୍ୟ ସରକାରଙ୍କ ପତ୍ର ସଂଖ୍ୟା ୧୪୪୫୩ ତାରିଖ ୩୧.୦୭.୨୦୧୯ ଅନୁସାରେ ବନ ସଂରକ୍ଷଣ ଅଧିନିୟମ ୧୯୮୦ ର ଧାରା ୨ ଅଧୀନରେ ପୂର୍ବ ଅନୁମୋଦନ ନିମନ୍ତେ ପ୍ରସ୍ତାବ ବିଚାର କରାଯାଇ ନିମ୍ନଲିଖିତ ସର୍ତ୍ତାବଳୀ ସହିତ ଅନୁମୋଦନ ପ୍ରଦାନ କରାଯାଉଛି। bbox=[747, 973, 1465, 996]
odia-body-1-p3: ବିଷୟ : କଳାହାଣ୍ଡି ଜିଲ୍ଲାର ଥୁଆମୂଳ ରାମପୁର ତହସିଲ ଅନ୍ତର୍ଗତ କେଲୁଆମାଳି ବକ୍ସାଇଟ୍ ବ୍ଲକରେ ୨.୯୮୪୨ ହେକ୍ଟର ଜଙ୍ଗଲ ଜମିରେ ୫୮ ଗୋଟି ବୋରହୋଲ ଖନନ ଦ୍ୱାରା ଖଣିଜ ଅନୁସନ୍ଧାନ କାର୍ଯ୍ୟ ପାଇଁ ଅନୁମତି ପ୍ରସଙ୍ଗରେ ଓଡ଼ିଶା ମିନେରାଲ ଏକ୍ସପ୍ଲୋରେସନ କର୍ପୋରେସନ ଲିମିଟେଡ୍ ଭୁବନେଶ୍ୱର ଙ୍କୁ ଇସ୍ପାତ ଓ ଖଣି ବିଭାଗ ଦ୍ୱାରା ବଣ୍ଟନ କରାଯାଇଥିବା ବ୍ଲକ ସମ୍ପର୍କରେ। bbox=[747, 126, 1465, 150]
condition-number: (xix) bbox=[8, 2055, 27, 2066]
odia-annexure-office: ପୂର୍ବାଞ୍ଚଳ ଆଞ୍ଚଳିକ କାର୍ଯ୍ୟାଳୟ, ଏ/୩ ଚନ୍ଦ୍ରଶେଖରପୁର, ଭୁବନେଶ୍ୱର - ୭୫୧୦୨୩ bbox=[943, 575, 1269, 588]
memo-8-note: This is required in compliance to order of Hon'ble National Green Tribunal dt.07.11.2012 in Appeal No.7/2012. Hence this may be done unfailingly. bbox=[8, 1263, 696, 1275]
condition-text: Proper plugging of boreholes shall be made after exploration activities are completed to the satisfaction of the concerned Divisional Forest Officer. bbox=[32, 1835, 650, 1846]
condition-item bbox=[8, 1743, 722, 1765]
odia-body-2-p14: ପ୍ରାପ୍ତକର୍ତ୍ତା : ମୁଖ୍ୟ ଶାସନ ସଚିବ, ଜଙ୍ଗଲ ଓ ପରିବେଶ ବିଭାଗ, ଓଡ଼ିଶା ସରକାର, ଭୁବନେଶ୍ୱର। ମହାଶୟ, ଉପରୋକ୍ତ ପ୍ରସଙ୍ଗରେ ରାଜ୍ୟ ସରକାରଙ୍କ ପତ୍ର ସଂଖ୍ୟା ୧୪୪୫୩ ତାରିଖ ୩୧.୦୭.୨୦୧୯ ଅନୁସାରେ ବନ ସଂରକ୍ଷଣ ଅଧିନିୟମ ୧୯୮୦ ର ଧାରା ୨ ଅଧୀନରେ ପୂର୍ବ ଅନୁମୋଦନ ନିମନ୍ତେ ପ୍ରସ୍ତାବ ବିଚାର କରାଯାଇ ନିମ୍ନଲିଖିତ ସର୍ତ୍ତାବଳୀ ସହିତ ଅନୁମୋଦନ ପ୍ରଦାନ କରାଯାଉଛି। bbox=[747, 946, 1465, 969]
condition-number: (xii) bbox=[8, 1894, 24, 1905]
condition-text: No tree felling shall be undertaken for exploration activities as proposed by the State Govt. Project activities shall be restricted to clearing of bushes and lopping of tree branches if any for the purpose of site preparation. bbox=[32, 1847, 722, 1869]
memo-6-sd: Sd/- bbox=[703, 962, 722, 974]
odia-annexure-2-title: ଅନୁଲଗ୍ନକ - ୨ bbox=[1073, 551, 1139, 564]
condition-text: As per Ministry's letter No.5-3/2007-FC dated 24.12.2018, in case of prospecting in forest areas with vegetation density between 0.1 and 0.4, then NPV is to be realized @ 2% or if with vegetation density 0.4 and 0.7, then NPV @ 5% for the total prospecting lease area in which exploration/prospecting/survey being proposed to be carried out shall be realized from the user agency. bbox=[32, 1675, 722, 1708]
odia-body-2-p17: ପ୍ରାପ୍ତକର୍ତ୍ତା : ମୁଖ୍ୟ ଶାସନ ସଚିବ, ଜଙ୍ଗଲ ଓ ପରିବେଶ ବିଭାଗ, ଓଡ଼ିଶା ସରକାର, ଭୁବନେଶ୍ୱର। ମହାଶୟ, ଉପରୋକ୍ତ ପ୍ରସଙ୍ଗରେ ରାଜ୍ୟ ସରକାରଙ୍କ ପତ୍ର ସଂଖ୍ୟା ୧୪୪୫୩ ତାରିଖ ୩୧.୦୭.୨୦୧୯ ଅନୁସାରେ ବନ ସଂରକ୍ଷଣ ଅଧିନିୟମ ୧୯୮୦ ର ଧାରା ୨ ଅଧୀନରେ ପୂର୍ବ ଅନୁମୋଦନ ନିମନ୍ତେ ପ୍ରସ୍ତାବ ବିଚାର କରାଯାଇ ନିମ୍ନଲିଖିତ ସର୍ତ୍ତାବଳୀ ସହିତ ଅନୁମୋଦନ ପ୍ରଦାନ କରାଯାଉଛି। bbox=[747, 1025, 1465, 1049]
condition-text: The user agency shall prepare a plan to plant 20 tall trees per borehole area. The cost of preparation of plan and plantation shall be borne by the user agency. State Govt. shall ensure that the plants are planted on abandoned borehole area or degraded forest land, as per prescription of working plan. bbox=[32, 1743, 722, 1765]
annexure-goi: Government of India bbox=[313, 1387, 417, 1400]
memo-9-text: Copy with copy of enclosure forwarded to the Under Secretary to Government, Odisha Office Establishment Section, F&E Department for information and necessary action with reference to their letter No.21646/F&E Dt. 22.11.2016. bbox=[8, 1320, 722, 1344]
odia-body-1-p13: ବିଷୟ : କଳାହାଣ୍ଡି ଜିଲ୍ଲାର ଥୁଆମୂଳ ରାମପୁର ତହସିଲ ଅନ୍ତର୍ଗତ କେଲୁଆମାଳି ବକ୍ସାଇଟ୍ ବ୍ଲକରେ ୨.୯୮୪୨ ହେକ୍ଟର ଜଙ୍ଗଲ ଜମିରେ ୫୮ ଗୋଟି ବୋରହୋଲ ଖନନ ଦ୍ୱାରା ଖଣିଜ ଅନୁସନ୍ଧାନ କାର୍ଯ୍ୟ ପାଇଁ ଅନୁମତି ପ୍ରସଙ୍ଗରେ ଓଡ଼ିଶା ମିନେରାଲ ଏକ୍ସପ୍ଲୋରେସନ କର୍ପୋରେସନ ଲିମିଟେଡ୍ ଭୁବନେଶ୍ୱର ଙ୍କୁ ଇସ୍ପାତ ଓ ଖଣି ବିଭାଗ ଦ୍ୱାରା ବଣ୍ଟନ କରାଯାଇଥିବା ବ୍ଲକ ସମ୍ପର୍କରେ। bbox=[747, 390, 1465, 414]
condition-number: (iv) bbox=[8, 1743, 22, 1754]
address-line-2: Forest & Environment Deptt. bbox=[48, 1476, 184, 1488]
memo-1-sig: Special Secretary to Government bbox=[564, 549, 722, 561]
odia-body-1-p2: ବିଷୟ : କଳାହାଣ୍ଡି ଜିଲ୍ଲାର ଥୁଆମୂଳ ରାମପୁର ତହସିଲ ଅନ୍ତର୍ଗତ କେଲୁଆମାଳି ବକ୍ସାଇଟ୍ ବ୍ଲକରେ ୨.୯୮୪୨ ହେକ୍ଟର ଜଙ୍ଗଲ ଜମିରେ ୫୮ ଗୋଟି ବୋରହୋଲ ଖନନ ଦ୍ୱାରା ଖଣିଜ ଅନୁସନ୍ଧାନ କାର୍ଯ୍ୟ ପାଇଁ ଅନୁମତି ପ୍ରସଙ୍ଗରେ ଓଡ଼ିଶା ମିନେରାଲ ଏକ୍ସପ୍ଲୋରେସନ କର୍ପୋରେସନ ଲିମିଟେଡ୍ ଭୁବନେଶ୍ୱର ଙ୍କୁ ଇସ୍ପାତ ଓ ଖଣି ବିଭାଗ ଦ୍ୱାରା ବଣ୍ଟନ କରାଯାଇଥିବା ବ୍ଲକ ସମ୍ପର୍କରେ। bbox=[747, 100, 1465, 123]
condition-item bbox=[8, 2136, 722, 2158]
condition-number: (xxiii) bbox=[8, 2136, 31, 2147]
order-ref: No. 10F (Con) 64/19/ 20700/ F&E, Bhubaneswar, dated the 31.10.19 bbox=[200, 44, 530, 56]
condition-text: The user agency shall be allowed exploratory drilling of maximum of 32 no. of boreholes of 4" dia (32 boreholes @ 0.0375 ha each totaling 1.200 ha and 1.7842 ha for construction of road) of forest land. bbox=[32, 1652, 722, 1674]
condition-text: Initially the permission for prospecting will be granted for two years from the date of issue of this approval which can be extended for one more year with convincing justification from the State Govt. for extension. bbox=[32, 2055, 722, 2077]
condition-item bbox=[8, 1675, 722, 1708]
condition-number: (xxii) bbox=[8, 2113, 29, 2124]
odia-body-1-p12: ବିଷୟ : କଳାହାଣ୍ଡି ଜିଲ୍ଲାର ଥୁଆମୂଳ ରାମପୁର ତହସିଲ ଅନ୍ତର୍ଗତ କେଲୁଆମାଳି ବକ୍ସାଇଟ୍ ବ୍ଲକରେ ୨.୯୮୪୨ ହେକ୍ଟର ଜଙ୍ଗଲ ଜମିରେ ୫୮ ଗୋଟି ବୋରହୋଲ ଖନନ ଦ୍ୱାରା ଖଣିଜ ଅନୁସନ୍ଧାନ କାର୍ଯ୍ୟ ପାଇଁ ଅନୁମତି ପ୍ରସଙ୍ଗରେ ଓଡ଼ିଶା ମିନେରାଲ ଏକ୍ସପ୍ଲୋରେସନ କର୍ପୋରେସନ ଲିମିଟେଡ୍ ଭୁବନେଶ୍ୱର ଙ୍କୁ ଇସ୍ପାତ ଓ ଖଣି ବିଭାଗ ଦ୍ୱାରା ବଣ୍ଟନ କରାଯାଇଥିବା ବ୍ଲକ ସମ୍ପର୍କରେ। bbox=[747, 364, 1465, 387]
order-para-6: Execution of project activities will be subject to having valid lease and availability of all other statutory clearances required under relevant Act/ Rules for this mining project, deposit of requisite funds and compliance of Court's order if any. bbox=[8, 379, 722, 402]
memo-8-text: Copy with copy of enclosure forwarded to the O.I.C., State Portal, N.I.C., I.T., Department, Odisha Secretariat, Bhubaneswar for information and necessary action. They are requested to upload this letter along with enclosed forest clearance order received from Government of India, MoEF&CC, ERO in the website of Forest & Environment Department immediately for information of all concerned. bbox=[8, 1226, 722, 1260]
condition-number: (xiv) bbox=[8, 1951, 27, 1962]
memo-6-sig: Special Secretary to Government bbox=[564, 976, 722, 988]
condition-item bbox=[8, 1951, 722, 1973]
condition-number: (x) bbox=[8, 1870, 20, 1881]
odia-body-1-p5: ବିଷୟ : କଳାହାଣ୍ଡି ଜିଲ୍ଲାର ଥୁଆମୂଳ ରାମପୁର ତହସିଲ ଅନ୍ତର୍ଗତ କେଲୁଆମାଳି ବକ୍ସାଇଟ୍ ବ୍ଲକରେ ୨.୯୮୪୨ ହେକ୍ଟର ଜଙ୍ଗଲ ଜମିରେ ୫୮ ଗୋଟି ବୋରହୋଲ ଖନନ ଦ୍ୱାରା ଖଣିଜ ଅନୁସନ୍ଧାନ କାର୍ଯ୍ୟ ପାଇଁ ଅନୁମତି ପ୍ରସଙ୍ଗରେ ଓଡ଼ିଶା ମିନେରାଲ ଏକ୍ସପ୍ଲୋରେସନ କର୍ପୋରେସନ ଲିମିଟେଡ୍ ଭୁବନେଶ୍ୱର ଙ୍କୁ ଇସ୍ପାତ ଓ ଖଣି ବିଭାଗ ଦ୍ୱାରା ବଣ୍ଟନ କରାଯାଇଥିବା ବ୍ଲକ ସମ୍ପର୍କରେ। bbox=[747, 179, 1465, 202]
page-number: ପୃଷ୍ଠା-୮ bbox=[1420, 1, 1463, 16]
condition-text: Adequate measures shall be taken by the use agency to ensure that prospecting activities do not harm the wildlife in the area. Any damage done in this context, shall be compensated by the user agency. bbox=[32, 1997, 722, 2019]
condition-text: No construction activities (temporary or permanent) shall be done by the user agency on forest land. bbox=[32, 1882, 458, 1893]
memo-3-sd: Sd/- bbox=[703, 696, 722, 708]
annexure-contact: Telephone : 0674-2301213, 2301248, 2302452, Fax : 2302432, E-mail : roez.bsr-mef@nic.in bbox=[143, 1423, 587, 1436]
condition-number: (xx) bbox=[8, 2078, 24, 2089]
english-column bbox=[8, 20, 728, 2339]
memo-9-sig: Special Secretary to Government bbox=[564, 1360, 722, 1371]
odia-body-2-p2: ପ୍ରାପ୍ତକର୍ତ୍ତା : ମୁଖ୍ୟ ଶାସନ ସଚିବ, ଜଙ୍ଗଲ ଓ ପରିବେଶ ବିଭାଗ, ଓଡ଼ିଶା ସରକାର, ଭୁବନେଶ୍ୱର। ମହାଶୟ, ଉପରୋକ୍ତ ପ୍ରସଙ୍ଗରେ ରାଜ୍ୟ ସରକାରଙ୍କ ପତ୍ର ସଂଖ୍ୟା ୧୪୪୫୩ ତାରିଖ ୩୧.୦୭.୨୦୧୯ ଅନୁସାରେ ବନ ସଂରକ୍ଷଣ ଅଧିନିୟମ ୧୯୮୦ ର ଧାରା ୨ ଅଧୀନରେ ପୂର୍ବ ଅନୁମୋଦନ ନିମନ୍ତେ ପ୍ରସ୍ତାବ ବିଚାର କରାଯାଇ ନିମ୍ନଲିଖିତ ସର୍ତ୍ତାବଳୀ ସହିତ ଅନୁମୋଦନ ପ୍ରଦାନ କରାଯାଉଛି। bbox=[747, 629, 1465, 652]
odia-body-1-p8: ବିଷୟ : କଳାହାଣ୍ଡି ଜିଲ୍ଲାର ଥୁଆମୂଳ ରାମପୁର ତହସିଲ ଅନ୍ତର୍ଗତ କେଲୁଆମାଳି ବକ୍ସାଇଟ୍ ବ୍ଲକରେ ୨.୯୮୪୨ ହେକ୍ଟର ଜଙ୍ଗଲ ଜମିରେ ୫୮ ଗୋଟି ବୋରହୋଲ ଖନନ ଦ୍ୱାରା ଖଣିଜ ଅନୁସନ୍ଧାନ କାର୍ଯ୍ୟ ପାଇଁ ଅନୁମତି ପ୍ରସଙ୍ଗରେ ଓଡ଼ିଶା ମିନେରାଲ ଏକ୍ସପ୍ଲୋରେସନ କର୍ପୋରେସନ ଲିମିଟେଡ୍ ଭୁବନେଶ୍ୱର ଙ୍କୁ ଇସ୍ପାତ ଓ ଖଣି ବିଭାଗ ଦ୍ୱାରା ବଣ୍ଟନ କରାଯାଇଥିବା ବ୍ଲକ ସମ୍ପର୍କରେ। bbox=[747, 258, 1465, 282]
memo-7-item-iii: (iii) Detailed action taken in compliance to the above order of State Government shall be intimated to the DFO, Kalahandi (South) Division / RCCF, Bhawanipatna/ PCCF, Odisha/ F&E Department for reference. bbox=[8, 1111, 722, 1134]
condition-number: (ii) bbox=[8, 1675, 19, 1686]
condition-item bbox=[8, 2078, 722, 2100]
memo-3-sig: Special Secretary to Government bbox=[564, 709, 722, 721]
signatory-title: Special Secretary to Government bbox=[564, 446, 722, 458]
order-para-5: The Divisional Forest Officer, Kalahandi (South) Division is also directed to monitor compliance to the conditions stipulated for such diversion in the respective forest clearance order and to report violations, if any, to the Nodal Officer, O/o the PCCF, Odisha and to the Forest & Environment Department. bbox=[8, 353, 722, 376]
odia-body-1-p11: ବିଷୟ : କଳାହାଣ୍ଡି ଜିଲ୍ଲାର ଥୁଆମୂଳ ରାମପୁର ତହସିଲ ଅନ୍ତର୍ଗତ କେଲୁଆମାଳି ବକ୍ସାଇଟ୍ ବ୍ଲକରେ ୨.୯୮୪୨ ହେକ୍ଟର ଜଙ୍ଗଲ ଜମିରେ ୫୮ ଗୋଟି ବୋରହୋଲ ଖନନ ଦ୍ୱାରା ଖଣିଜ ଅନୁସନ୍ଧାନ କାର୍ଯ୍ୟ ପାଇଁ ଅନୁମତି ପ୍ରସଙ୍ଗରେ ଓଡ଼ିଶା ମିନେରାଲ ଏକ୍ସପ୍ଲୋରେସନ କର୍ପୋରେସନ ଲିମିଟେଡ୍ ଭୁବନେଶ୍ୱର ଙ୍କୁ ଇସ୍ପାତ ଓ ଖଣି ବିଭାଗ ଦ୍ୱାରା ବଣ୍ଟନ କରାଯାଇଥିବା ବ୍ଲକ ସମ୍ପର୍କରେ। bbox=[747, 338, 1465, 361]
odia-body-1-p9: ବିଷୟ : କଳାହାଣ୍ଡି ଜିଲ୍ଲାର ଥୁଆମୂଳ ରାମପୁର ତହସିଲ ଅନ୍ତର୍ଗତ କେଲୁଆମାଳି ବକ୍ସାଇଟ୍ ବ୍ଲକରେ ୨.୯୮୪୨ ହେକ୍ଟର ଜଙ୍ଗଲ ଜମିରେ ୫୮ ଗୋଟି ବୋରହୋଲ ଖନନ ଦ୍ୱାରା ଖଣିଜ ଅନୁସନ୍ଧାନ କାର୍ଯ୍ୟ ପାଇଁ ଅନୁମତି ପ୍ରସଙ୍ଗରେ ଓଡ଼ିଶା ମିନେରାଲ ଏକ୍ସପ୍ଲୋରେସନ କର୍ପୋରେସନ ଲିମିଟେଡ୍ ଭୁବନେଶ୍ୱର ଙ୍କୁ ଇସ୍ପାତ ଓ ଖଣି ବିଭାଗ ଦ୍ୱାରା ବଣ୍ଟନ କରାଯାଇଥିବା ବ୍ଲକ ସମ୍ପର୍କରେ। bbox=[747, 285, 1465, 308]
condition-item bbox=[8, 2020, 722, 2031]
address-to: To bbox=[8, 1451, 20, 1463]
annexure-1-title: ANNEXURE - I bbox=[329, 1375, 401, 1388]
memo-7-item-i-text: They shall publish the entire forest clearance granted in verbatim along with the conditions and safeguards imposed by the Central Government in Stage-I/II forest clearance in two widely circulated daily newspapers, one in vernacular language and the other in English language so as to make people aware of the permission granted to the Project for use of forest land for non forest purposes. bbox=[32, 1054, 722, 1088]
memo-7-item-iii-text: Detailed action taken in compliance to the above order of State Government shall be intimated to the DFO, Kalahandi (South) Division / RCCF, Bhawanipatna/ PCCF, Odisha/ F&E Department for reference. bbox=[32, 1111, 722, 1134]
odia-body-2-p16: ପ୍ରାପ୍ତକର୍ତ୍ତା : ମୁଖ୍ୟ ଶାସନ ସଚିବ, ଜଙ୍ଗଲ ଓ ପରିବେଶ ବିଭାଗ, ଓଡ଼ିଶା ସରକାର, ଭୁବନେଶ୍ୱର। ମହାଶୟ, ଉପରୋକ୍ତ ପ୍ରସଙ୍ଗରେ ରାଜ୍ୟ ସରକାରଙ୍କ ପତ୍ର ସଂଖ୍ୟା ୧୪୪୫୩ ତାରିଖ ୩୧.୦୭.୨୦୧୯ ଅନୁସାରେ ବନ ସଂରକ୍ଷଣ ଅଧିନିୟମ ୧୯୮୦ ର ଧାରା ୨ ଅଧୀନରେ ପୂର୍ବ ଅନୁମୋଦନ ନିମନ୍ତେ ପ୍ରସ୍ତାବ ବିଚାର କରାଯାଇ ନିମ୍ନଲିଖିତ ସର୍ତ୍ତାବଳୀ ସହିତ ଅନୁମୋଦନ ପ୍ରଦାନ କରାଯାଉଛି। bbox=[747, 999, 1465, 1022]
condition-number: (xiii) bbox=[8, 1917, 26, 1928]
memo-1-text: Copy along with copy of Annexure-I and Annexure-II referred above forwarded to the Principal Chief Conservator of Forests, Odisha for kind information and necessary action. Appropriate instruction to the Divisional Forest Officer, Kalahandi (South) Division and the applicant agency may be imparted for required follow up action at their end. It may be ensured by the Divisional Forest Officer that compensatory levies, as due, in full, for this project of applicant agency, is deposited by them in appropriate head of account in full, at applicable rates. The applicant agency may also be instructed to furnish compliance to the conditions of forest clearance pertaining to the project in every quarter to the Divisional Forest Officer of Kalahandi (South) Division for facilitating monitoring of compliances. bbox=[8, 475, 722, 533]
odia-body-2-p6: ପ୍ରାପ୍ତକର୍ତ୍ତା : ମୁଖ୍ୟ ଶାସନ ସଚିବ, ଜଙ୍ଗଲ ଓ ପରିବେଶ ବିଭାଗ, ଓଡ଼ିଶା ସରକାର, ଭୁବନେଶ୍ୱର। ମହାଶୟ, ଉପରୋକ୍ତ ପ୍ରସଙ୍ଗରେ ରାଜ୍ୟ ସରକାରଙ୍କ ପତ୍ର ସଂଖ୍ୟା ୧୪୪୫୩ ତାରିଖ ୩୧.୦୭.୨୦୧୯ ଅନୁସାରେ ବନ ସଂରକ୍ଷଣ ଅଧିନିୟମ ୧୯୮୦ ର ଧାରା ୨ ଅଧୀନରେ ପୂର୍ବ ଅନୁମୋଦନ ନିମନ୍ତେ ପ୍ରସ୍ତାବ ବିଚାର କରାଯାଇ ନିମ୍ନଲିଖିତ ସର୍ତ୍ତାବଳୀ ସହିତ ଅନୁମୋଦନ ପ୍ରଦାନ କରାଯାଉଛି। bbox=[747, 735, 1465, 758]
condition-text: The user agency shall be responsible for any loss to the flora and fauna in the surrounding. Any damage done in this regard shall be compensated by the user agency from the project cost as per assessment of the concerned Divisional Forest Officer. bbox=[32, 1894, 722, 1916]
masthead-dateline: /ଭାୟଗଡ଼, ଶୁକ୍ରବାର, ନଭେମ୍ବର ୧୫ /୨୦୧୯ bbox=[59, 1, 286, 16]
annexure-ministry: Ministry of Environment, Forest & Climate Change bbox=[239, 1399, 491, 1412]
odia-order-body bbox=[747, 74, 1465, 545]
condition-text: Any amount of NPV deposited in the stipulated Government account is non-refundable. However, in case the prospecting is followed by mining, the same will be adjusted against the estimated NPV to be levied, in case the approval is obtained for diversion of the same forest land for mineral extraction, under Section 2 of Forest (Conservation) Act, 1980. bbox=[32, 1709, 722, 1742]
condition-number: (i) bbox=[8, 1652, 17, 1663]
condition-item bbox=[8, 1974, 722, 1996]
odia-body-1-p16: ବିଷୟ : କଳାହାଣ୍ଡି ଜିଲ୍ଲାର ଥୁଆମୂଳ ରାମପୁର ତହସିଲ ଅନ୍ତର୍ଗତ କେଲୁଆମାଳି ବକ୍ସାଇଟ୍ ବ୍ଲକରେ ୨.୯୮୪୨ ହେକ୍ଟର ଜଙ୍ଗଲ ଜମିରେ ୫୮ ଗୋଟି ବୋରହୋଲ ଖନନ ଦ୍ୱାରା ଖଣିଜ ଅନୁସନ୍ଧାନ କାର୍ଯ୍ୟ ପାଇଁ ଅନୁମତି ପ୍ରସଙ୍ଗରେ ଓଡ଼ିଶା ମିନେରାଲ ଏକ୍ସପ୍ଲୋରେସନ କର୍ପୋରେସନ ଲିମିଟେଡ୍ ଭୁବନେଶ୍ୱର ଙ୍କୁ ଇସ୍ପାତ ଓ ଖଣି ବିଭାଗ ଦ୍ୱାରା ବଣ୍ଟନ କରାଯାଇଥିବା ବ୍ଲକ ସମ୍ପର୍କରେ। bbox=[747, 470, 1465, 493]
condition-item bbox=[8, 1709, 722, 1742]
condition-item bbox=[8, 1882, 722, 1893]
memo-4-sd: Sd/- bbox=[703, 825, 722, 837]
odia-body-1-p18: ବିଷୟ : କଳାହାଣ୍ଡି ଜିଲ୍ଲାର ଥୁଆମୂଳ ରାମପୁର ତହସିଲ ଅନ୍ତର୍ଗତ କେଲୁଆମାଳି ବକ୍ସାଇଟ୍ ବ୍ଲକରେ ୨.୯୮୪୨ ହେକ୍ଟର ଜଙ୍ଗଲ ଜମିରେ ୫୮ ଗୋଟି ବୋରହୋଲ ଖନନ ଦ୍ୱାରା ଖଣିଜ ଅନୁସନ୍ଧାନ କାର୍ଯ୍ୟ ପାଇଁ ଅନୁମତି ପ୍ରସଙ୍ଗରେ ଓଡ଼ିଶା ମିନେରାଲ ଏକ୍ସପ୍ଲୋରେସନ କର୍ପୋରେସନ ଲିମିଟେଡ୍ ଭୁବନେଶ୍ୱର ଙ୍କୁ ଇସ୍ପାତ ଓ ଖଣି ବିଭାଗ ଦ୍ୱାରା ବଣ୍ଟନ କରାଯାଇଥିବା ବ୍ଲକ ସମ୍ପର୍କରେ। bbox=[747, 522, 1465, 546]
condition-text: The samples collected during the prospecting shall be used purely for investigation purposes and in no case shall be used for trade or commerce purpose. bbox=[32, 2101, 687, 2112]
odia-body-1-p1: ବିଷୟ : କଳାହାଣ୍ଡି ଜିଲ୍ଲାର ଥୁଆମୂଳ ରାମପୁର ତହସିଲ ଅନ୍ତର୍ଗତ କେଲୁଆମାଳି ବକ୍ସାଇଟ୍ ବ୍ଲକରେ ୨.୯୮୪୨ ହେକ୍ଟର ଜଙ୍ଗଲ ଜମିରେ ୫୮ ଗୋଟି ବୋରହୋଲ ଖନନ ଦ୍ୱାରା ଖଣିଜ ଅନୁସନ୍ଧାନ କାର୍ଯ୍ୟ ପାଇଁ ଅନୁମତି ପ୍ରସଙ୍ଗରେ ଓଡ଼ିଶା ମିନେରାଲ ଏକ୍ସପ୍ଲୋରେସନ କର୍ପୋରେସନ ଲିମିଟେଡ୍ ଭୁବନେଶ୍ୱର ଙ୍କୁ ଇସ୍ପାତ ଓ ଖଣି ବିଭାଗ ଦ୍ୱାରା ବଣ୍ଟନ କରାଯାଇଥିବା ବ୍ଲକ ସମ୍ପର୍କରେ। bbox=[747, 74, 1465, 97]
condition-item bbox=[8, 1812, 722, 1834]
odia-body-2-p3: ପ୍ରାପ୍ତକର୍ତ୍ତା : ମୁଖ୍ୟ ଶାସନ ସଚିବ, ଜଙ୍ଗଲ ଓ ପରିବେଶ ବିଭାଗ, ଓଡ଼ିଶା ସରକାର, ଭୁବନେଶ୍ୱର। ମହାଶୟ, ଉପରୋକ୍ତ ପ୍ରସଙ୍ଗରେ ରାଜ୍ୟ ସରକାରଙ୍କ ପତ୍ର ସଂଖ୍ୟା ୧୪୪୫୩ ତାରିଖ ୩୧.୦୭.୨୦୧୯ ଅନୁସାରେ ବନ ସଂରକ୍ଷଣ ଅଧିନିୟମ ୧୯୮୦ ର ଧାରା ୨ ଅଧୀନରେ ପୂର୍ବ ଅନୁମୋଦନ ନିମନ୍ତେ ପ୍ରସ୍ତାବ ବିଚାର କରାଯାଇ ନିମ୍ନଲିଖିତ ସର୍ତ୍ତାବଳୀ ସହିତ ଅନୁମୋଦନ ପ୍ରଦାନ କରାଯାଉଛି। bbox=[747, 656, 1465, 679]
odia-body-2-p18: ପ୍ରାପ୍ତକର୍ତ୍ତା : ମୁଖ୍ୟ ଶାସନ ସଚିବ, ଜଙ୍ଗଲ ଓ ପରିବେଶ ବିଭାଗ, ଓଡ଼ିଶା ସରକାର, ଭୁବନେଶ୍ୱର। ମହାଶୟ, ଉପରୋକ୍ତ ପ୍ରସଙ୍ଗରେ ରାଜ୍ୟ ସରକାରଙ୍କ ପତ୍ର ସଂଖ୍ୟା ୧୪୪୫୩ ତାରିଖ ୩୧.୦୭.୨୦୧୯ ଅନୁସାରେ ବନ ସଂରକ୍ଷଣ ଅଧିନିୟମ ୧୯୮୦ ର ଧାରା ୨ ଅଧୀନରେ ପୂର୍ବ ଅନୁମୋଦନ ନିମନ୍ତେ ପ୍ରସ୍ତାବ ବିଚାର କରାଯାଇ ନିମ୍ନଲିଖିତ ସର୍ତ୍ତାବଳୀ ସହିତ ଅନୁମୋଦନ ପ୍ରଦାନ କରାଯାଉଛି। bbox=[747, 1052, 1465, 1075]
memo-8-heading: Memo No. 20708/ F & E, Date 31.10.19 bbox=[8, 1214, 187, 1226]
memo-7-sd: Sd/- bbox=[703, 1183, 722, 1195]
